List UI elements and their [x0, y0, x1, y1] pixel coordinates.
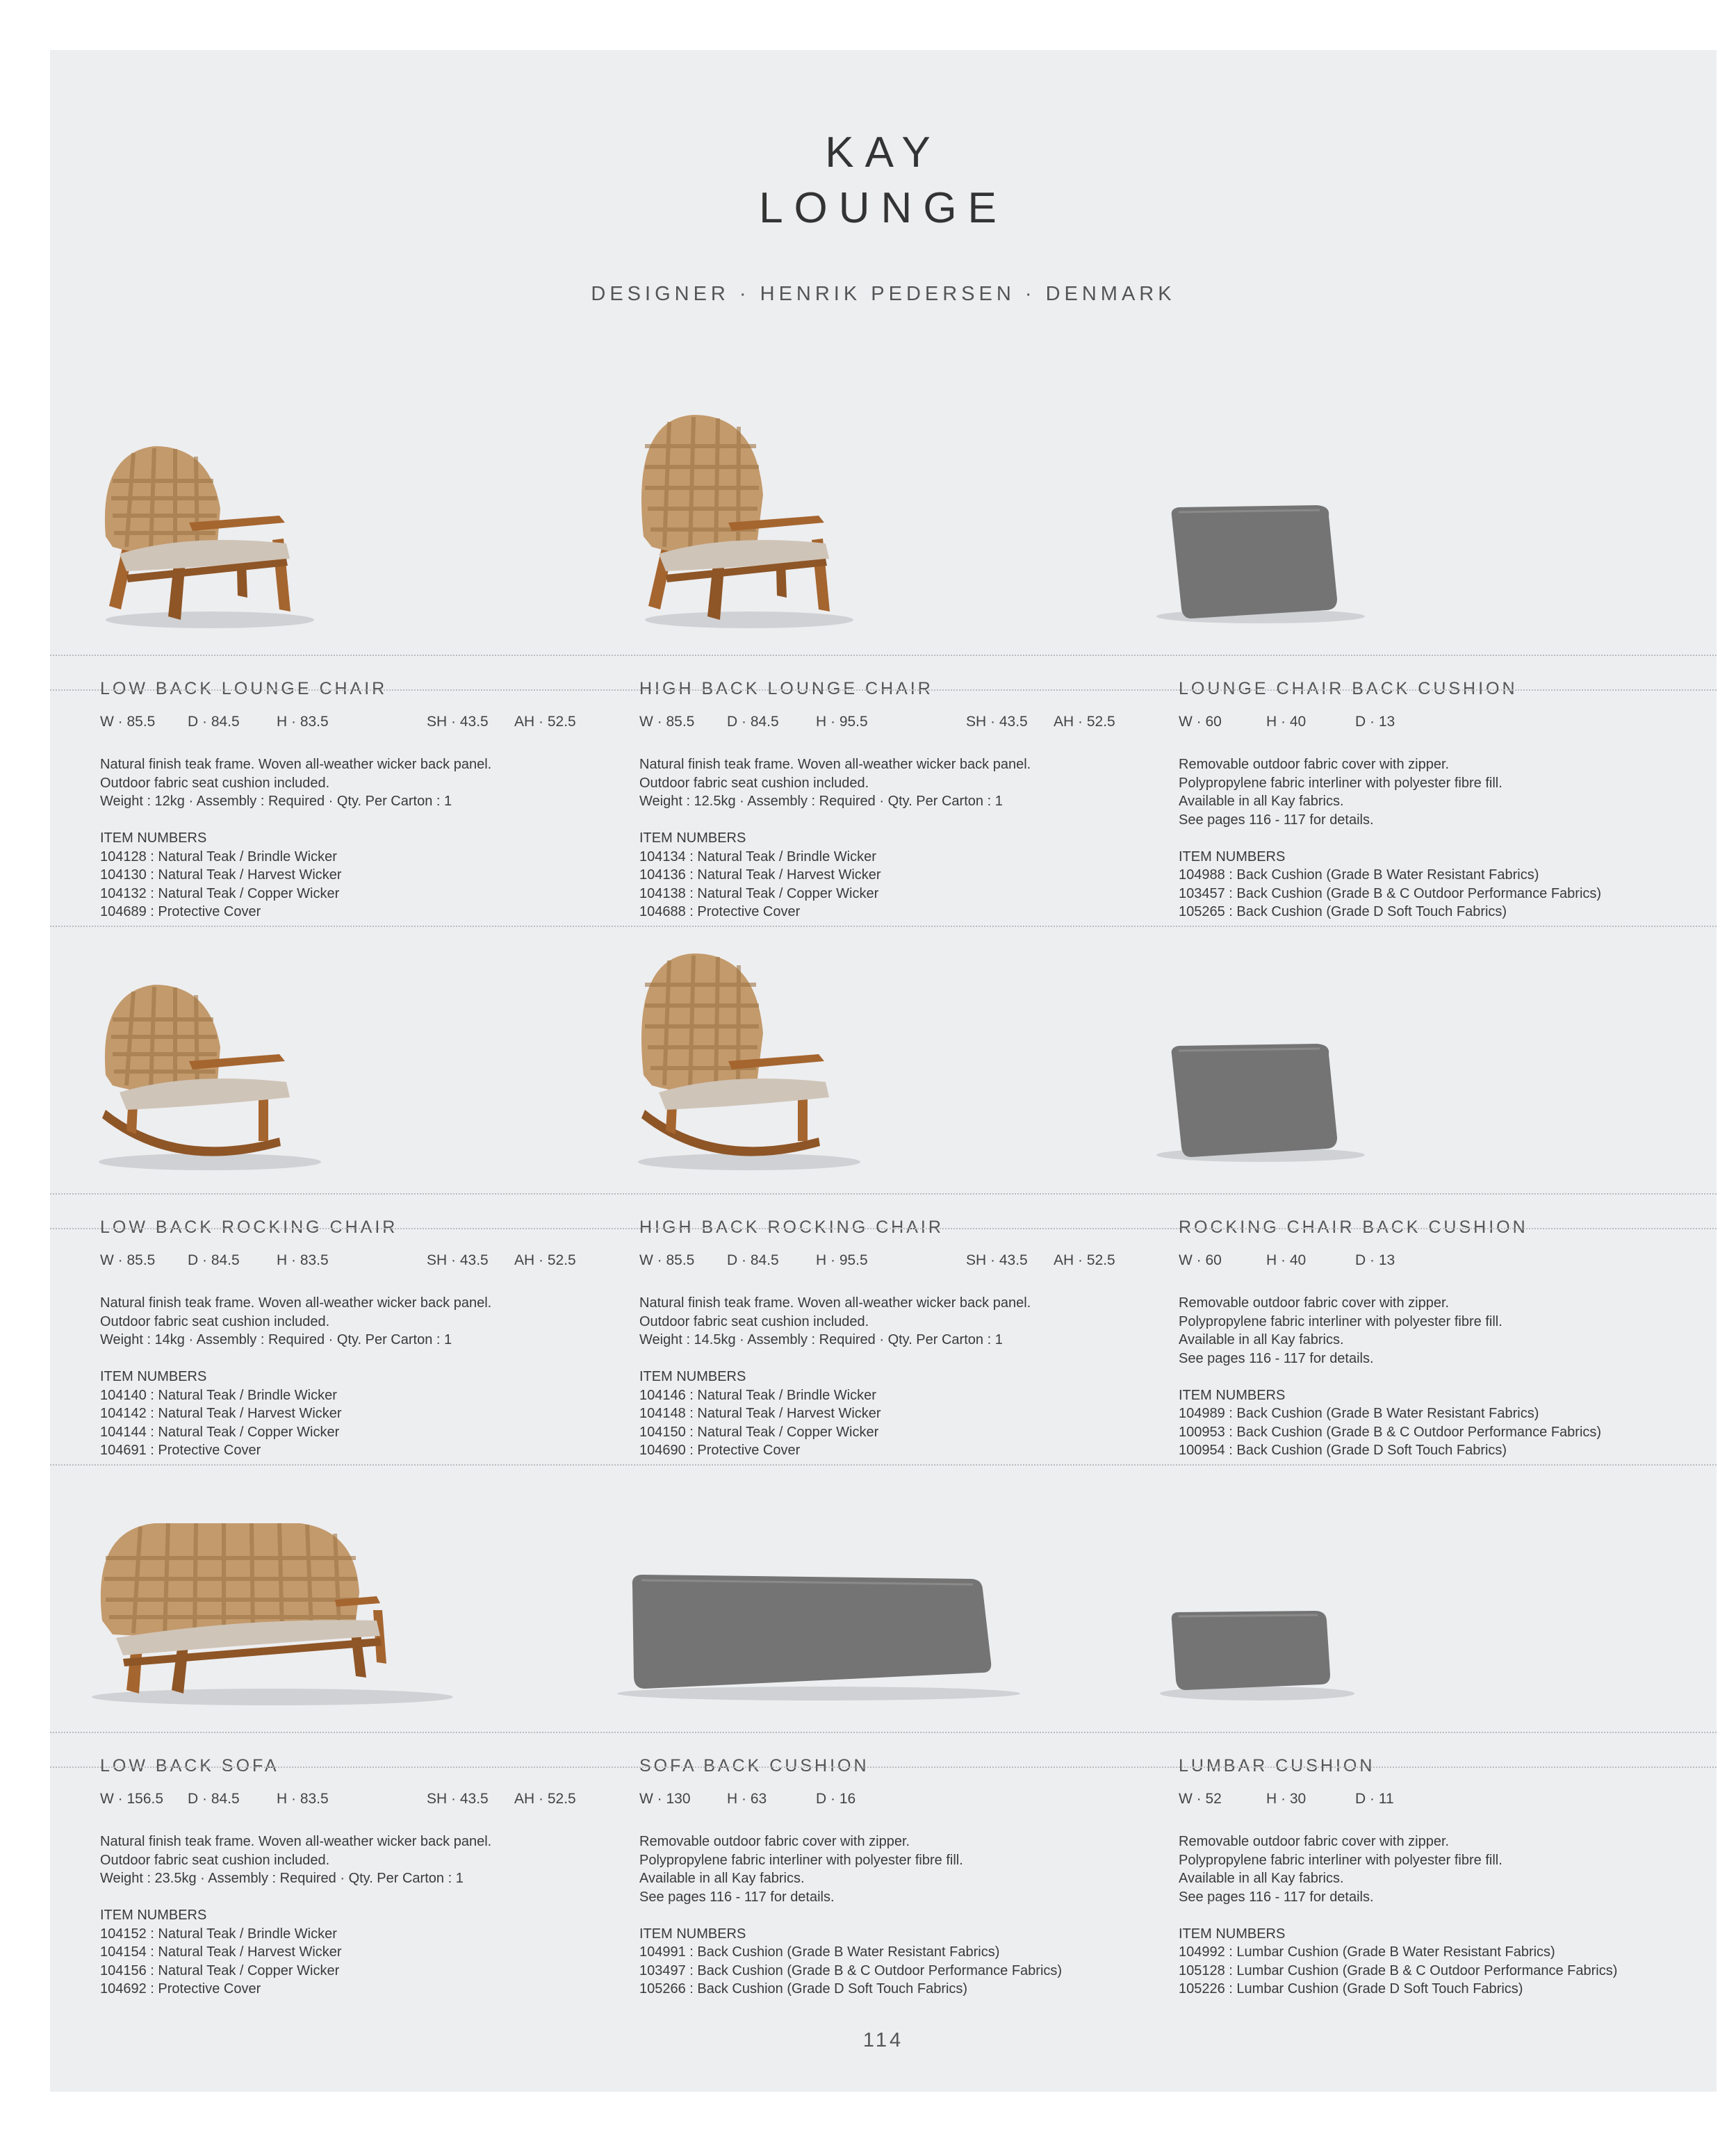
dotted-divider — [50, 1193, 1717, 1195]
dimension-value: D · 13 — [1355, 1252, 1395, 1268]
product-description — [639, 755, 1031, 921]
dimension-value: W · 85.5 — [639, 1252, 695, 1268]
description-line: Natural finish teak frame. Woven all-weather wicker back panel. — [100, 1295, 492, 1311]
item-number: 104134 : Natural Teak / Brindle Wicker — [639, 848, 876, 864]
product-name: LOW BACK LOUNGE CHAIR — [100, 679, 388, 698]
item-number: 104128 : Natural Teak / Brindle Wicker — [100, 848, 337, 864]
description-line: Polypropylene fabric interliner with polyester fibre fill. — [1179, 775, 1502, 791]
product-description — [1179, 1833, 1617, 1999]
dimension-value: H · 83.5 — [277, 1252, 329, 1268]
item-numbers-heading: ITEM NUMBERS — [1179, 1926, 1286, 1942]
product-dimensions — [639, 1791, 1112, 1812]
description-line: Natural finish teak frame. Woven all-weather wicker back panel. — [100, 1834, 492, 1849]
description-line: See pages 116 - 117 for details. — [639, 1889, 835, 1905]
item-number: 105265 : Back Cushion (Grade D Soft Touch Fabrics) — [1179, 904, 1507, 919]
dimension-value: AH · 52.5 — [514, 1791, 576, 1807]
item-number: 104688 : Protective Cover — [639, 904, 801, 919]
product-card — [50, 1454, 578, 1997]
dotted-divider — [50, 1766, 1717, 1768]
product-dimensions — [1179, 1791, 1651, 1812]
item-numbers-heading: ITEM NUMBERS — [1179, 848, 1286, 864]
item-numbers-heading: ITEM NUMBERS — [100, 830, 207, 846]
description-line: Available in all Kay fabrics. — [1179, 1332, 1344, 1347]
dotted-divider — [50, 689, 1717, 691]
description-line: Natural finish teak frame. Woven all-weather wicker back panel. — [639, 757, 1031, 772]
dimension-value: D · 84.5 — [727, 714, 779, 730]
dimension-value: H · 83.5 — [277, 1791, 329, 1807]
back-cushion-image — [1129, 915, 1657, 1186]
item-number: 105128 : Lumbar Cushion (Grade B & C Outdoor Performance Fabrics) — [1179, 1962, 1618, 1978]
dimension-value: H · 40 — [1266, 714, 1307, 730]
item-number: 104140 : Natural Teak / Brindle Wicker — [100, 1387, 337, 1403]
item-number: 104130 : Natural Teak / Harvest Wicker — [100, 867, 342, 883]
product-description — [100, 1833, 491, 1999]
description-line: See pages 116 - 117 for details. — [1179, 812, 1374, 828]
item-numbers-heading: ITEM NUMBERS — [639, 1369, 746, 1384]
description-line: Weight : 12.5kg · Assembly : Required · Qty. Per Carton : 1 — [639, 794, 1003, 809]
high-back-lounge-chair-image — [589, 377, 1117, 648]
dimension-value: SH · 43.5 — [427, 1791, 489, 1807]
description-line: Weight : 12kg · Assembly : Required · Qty. Per Carton : 1 — [100, 794, 452, 809]
dotted-divider — [50, 1228, 1717, 1229]
product-name: LOUNGE CHAIR BACK CUSHION — [1179, 679, 1518, 698]
dotted-divider — [50, 926, 1717, 927]
designer-line: DESIGNER · HENRIK PEDERSEN · DENMARK — [591, 283, 1176, 305]
product-description — [1179, 1294, 1601, 1460]
item-number: 100954 : Back Cushion (Grade D Soft Touch Fabrics) — [1179, 1443, 1507, 1458]
spacer — [639, 1906, 1062, 1925]
item-number: 104144 : Natural Teak / Copper Wicker — [100, 1424, 340, 1440]
dimension-value: D · 84.5 — [188, 714, 240, 730]
product-name: SOFA BACK CUSHION — [639, 1756, 869, 1776]
description-line: Weight : 14kg · Assembly : Required · Qty. Per Carton : 1 — [100, 1332, 452, 1347]
description-line: Available in all Kay fabrics. — [1179, 1871, 1344, 1886]
product-name: HIGH BACK ROCKING CHAIR — [639, 1218, 944, 1237]
dimension-value: W · 52 — [1179, 1791, 1222, 1807]
description-line: Natural finish teak frame. Woven all-weather wicker back panel. — [100, 757, 492, 772]
back-cushion-image — [1129, 377, 1657, 648]
description-line: Natural finish teak frame. Woven all-weather wicker back panel. — [639, 1295, 1031, 1311]
low-back-lounge-chair-image — [50, 377, 578, 648]
spacer — [639, 1350, 1031, 1368]
dimension-value: SH · 43.5 — [427, 1252, 489, 1268]
description-line: Weight : 23.5kg · Assembly : Required · Qty. Per Carton : 1 — [100, 1871, 464, 1886]
item-number: 104148 : Natural Teak / Harvest Wicker — [639, 1406, 881, 1421]
description-line: See pages 116 - 117 for details. — [1179, 1889, 1374, 1905]
page-title — [50, 125, 1717, 236]
description-line: Removable outdoor fabric cover with zipper. — [1179, 757, 1450, 772]
dimension-value: SH · 43.5 — [966, 1252, 1028, 1268]
product-card — [589, 915, 1117, 1458]
spacer — [1179, 1906, 1617, 1925]
item-number: 104154 : Natural Teak / Harvest Wicker — [100, 1944, 342, 1960]
product-dimensions — [639, 1252, 1115, 1273]
product-description — [1179, 755, 1601, 921]
title-line-2: LOUNGE — [759, 184, 1008, 232]
description-line: Polypropylene fabric interliner with polyester fibre fill. — [639, 1852, 963, 1868]
product-name: ROCKING CHAIR BACK CUSHION — [1179, 1218, 1528, 1237]
item-number: 104691 : Protective Cover — [100, 1443, 261, 1458]
low-back-sofa-image — [50, 1454, 578, 1725]
dimension-value: D · 84.5 — [727, 1252, 779, 1268]
description-line: Outdoor fabric seat cushion included. — [100, 1313, 330, 1329]
description-line: Outdoor fabric seat cushion included. — [100, 775, 330, 791]
item-number: 104692 : Protective Cover — [100, 1981, 261, 1997]
dimension-value: SH · 43.5 — [427, 714, 489, 730]
item-number: 104156 : Natural Teak / Copper Wicker — [100, 1962, 340, 1978]
dimension-value: H · 95.5 — [816, 1252, 868, 1268]
page-number: 114 — [862, 2029, 904, 2051]
product-description — [100, 1294, 491, 1460]
catalog-page — [50, 50, 1717, 2092]
product-dimensions — [100, 1791, 576, 1812]
dimension-value: W · 85.5 — [100, 714, 156, 730]
dotted-divider — [50, 655, 1717, 656]
dimension-value: H · 30 — [1266, 1791, 1307, 1807]
product-dimensions — [100, 1252, 576, 1273]
product-card — [1129, 1454, 1657, 1997]
item-number: 104690 : Protective Cover — [639, 1443, 801, 1458]
description-line: Outdoor fabric seat cushion included. — [639, 775, 869, 791]
item-number: 104992 : Lumbar Cushion (Grade B Water Resistant Fabrics) — [1179, 1944, 1555, 1960]
lumbar-cushion-image — [1129, 1454, 1657, 1725]
spacer — [1179, 1368, 1601, 1386]
sofa-back-cushion-image — [589, 1454, 1117, 1725]
dimension-value: W · 60 — [1179, 1252, 1222, 1268]
product-dimensions — [639, 714, 1115, 735]
dimension-value: H · 95.5 — [816, 714, 868, 730]
dimension-value: W · 85.5 — [639, 714, 695, 730]
item-numbers-heading: ITEM NUMBERS — [639, 830, 746, 846]
product-card — [589, 1454, 1117, 1997]
item-number: 104991 : Back Cushion (Grade B Water Resistant Fabrics) — [639, 1944, 1000, 1960]
item-number: 104132 : Natural Teak / Copper Wicker — [100, 885, 340, 901]
item-number: 105226 : Lumbar Cushion (Grade D Soft Touch Fabrics) — [1179, 1981, 1523, 1997]
description-line: Removable outdoor fabric cover with zipper. — [639, 1834, 910, 1849]
dimension-value: H · 83.5 — [277, 714, 329, 730]
item-number: 104138 : Natural Teak / Copper Wicker — [639, 885, 879, 901]
dotted-divider — [50, 1464, 1717, 1466]
item-numbers-heading: ITEM NUMBERS — [639, 1926, 746, 1942]
product-name: LOW BACK ROCKING CHAIR — [100, 1218, 398, 1237]
dimension-value: AH · 52.5 — [1054, 714, 1115, 730]
description-line: Outdoor fabric seat cushion included. — [639, 1313, 869, 1329]
product-card — [589, 377, 1117, 919]
dimension-value: W · 85.5 — [100, 1252, 156, 1268]
item-number: 100953 : Back Cushion (Grade B & C Outdoor Performance Fabrics) — [1179, 1424, 1602, 1440]
spacer — [100, 1888, 491, 1907]
item-number: 104689 : Protective Cover — [100, 904, 261, 919]
dimension-value: H · 63 — [727, 1791, 767, 1807]
dimension-value: D · 84.5 — [188, 1791, 240, 1807]
dimension-value: W · 156.5 — [100, 1791, 164, 1807]
product-card — [1129, 915, 1657, 1458]
product-card — [1129, 377, 1657, 919]
dimension-value: AH · 52.5 — [514, 714, 576, 730]
product-description — [639, 1294, 1031, 1460]
dimension-value: W · 60 — [1179, 714, 1222, 730]
description-line: Weight : 14.5kg · Assembly : Required · Qty. Per Carton : 1 — [639, 1332, 1003, 1347]
item-number: 104142 : Natural Teak / Harvest Wicker — [100, 1406, 342, 1421]
product-description — [639, 1833, 1062, 1999]
spacer — [639, 811, 1031, 830]
product-card — [50, 915, 578, 1458]
dimension-value: D · 84.5 — [188, 1252, 240, 1268]
product-dimensions — [1179, 1252, 1651, 1273]
item-number: 104989 : Back Cushion (Grade B Water Resistant Fabrics) — [1179, 1406, 1539, 1421]
description-line: Available in all Kay fabrics. — [639, 1871, 805, 1886]
product-description — [100, 755, 491, 921]
product-name: HIGH BACK LOUNGE CHAIR — [639, 679, 933, 698]
spacer — [100, 1350, 491, 1368]
item-numbers-heading: ITEM NUMBERS — [100, 1908, 207, 1923]
item-number: 104146 : Natural Teak / Brindle Wicker — [639, 1387, 876, 1403]
dimension-value: D · 11 — [1355, 1791, 1394, 1807]
description-line: Available in all Kay fabrics. — [1179, 794, 1344, 809]
title-line-1: KAY — [825, 129, 942, 177]
high-back-rocking-chair-image — [589, 915, 1117, 1186]
low-back-rocking-chair-image — [50, 915, 578, 1186]
description-line: See pages 116 - 117 for details. — [1179, 1350, 1374, 1366]
dimension-value: W · 130 — [639, 1791, 691, 1807]
product-name: LUMBAR CUSHION — [1179, 1756, 1375, 1776]
item-number: 105266 : Back Cushion (Grade D Soft Touch Fabrics) — [639, 1981, 968, 1997]
spacer — [1179, 829, 1601, 848]
item-number: 104150 : Natural Teak / Copper Wicker — [639, 1424, 879, 1440]
description-line: Outdoor fabric seat cushion included. — [100, 1852, 330, 1868]
description-line: Polypropylene fabric interliner with polyester fibre fill. — [1179, 1313, 1502, 1329]
dimension-value: AH · 52.5 — [1054, 1252, 1115, 1268]
product-card — [50, 377, 578, 919]
dimension-value: H · 40 — [1266, 1252, 1307, 1268]
product-dimensions — [100, 714, 576, 735]
item-number: 103497 : Back Cushion (Grade B & C Outdoor Performance Fabrics) — [639, 1962, 1063, 1978]
product-dimensions — [1179, 714, 1651, 735]
dotted-divider — [50, 1732, 1717, 1733]
description-line: Removable outdoor fabric cover with zipper. — [1179, 1834, 1450, 1849]
dimension-value: D · 16 — [816, 1791, 856, 1807]
spacer — [100, 811, 491, 830]
dimension-value: SH · 43.5 — [966, 714, 1028, 730]
dimension-value: D · 13 — [1355, 714, 1395, 730]
item-number: 104152 : Natural Teak / Brindle Wicker — [100, 1926, 337, 1942]
item-number: 104988 : Back Cushion (Grade B Water Resistant Fabrics) — [1179, 867, 1539, 883]
description-line: Polypropylene fabric interliner with polyester fibre fill. — [1179, 1852, 1502, 1868]
item-numbers-heading: ITEM NUMBERS — [1179, 1387, 1286, 1403]
item-numbers-heading: ITEM NUMBERS — [100, 1369, 207, 1384]
item-number: 104136 : Natural Teak / Harvest Wicker — [639, 867, 881, 883]
description-line: Removable outdoor fabric cover with zipper. — [1179, 1295, 1450, 1311]
product-name: LOW BACK SOFA — [100, 1756, 279, 1776]
item-number: 103457 : Back Cushion (Grade B & C Outdoor Performance Fabrics) — [1179, 885, 1602, 901]
dimension-value: AH · 52.5 — [514, 1252, 576, 1268]
